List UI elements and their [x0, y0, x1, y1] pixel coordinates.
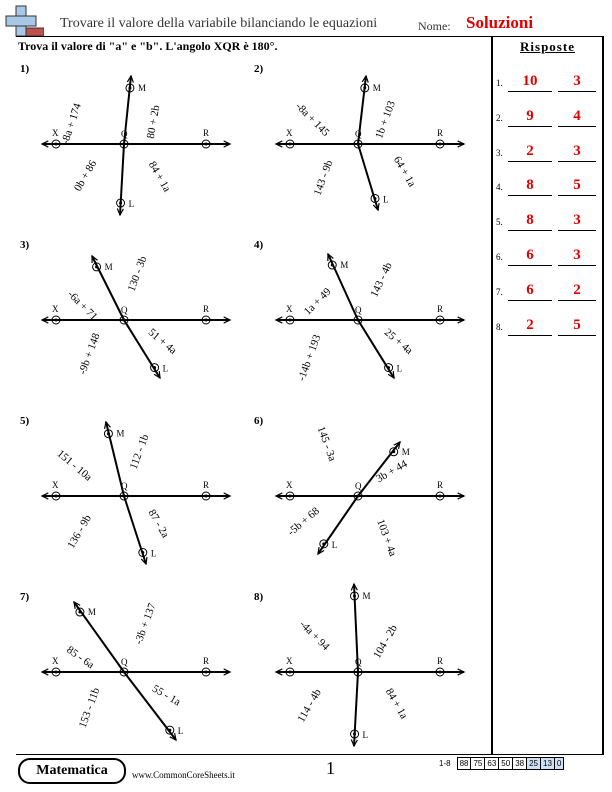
angle-expression: 103 + 4a — [374, 517, 399, 559]
plus-logo-icon — [4, 4, 44, 38]
angle-expression: 84 + 1a — [382, 686, 410, 722]
problem-number: 4) — [254, 239, 264, 251]
label-l: L — [177, 726, 184, 737]
angle-expression: 104 - 2b — [371, 622, 400, 661]
answer-b: 3 — [558, 211, 596, 231]
answer-row — [496, 316, 602, 338]
problem-7 — [20, 591, 230, 740]
answer-a: 9 — [508, 107, 552, 127]
label-m: M — [137, 82, 146, 93]
problem-4 — [254, 239, 464, 383]
answer-b: 3 — [558, 246, 596, 266]
ray-r — [124, 317, 230, 323]
label-r: R — [437, 128, 444, 138]
label-q: Q — [121, 657, 128, 667]
angle-expression: 114 - 4b — [295, 687, 324, 725]
angle-expression: -4a + 94 — [297, 618, 332, 653]
ray-l — [358, 144, 379, 210]
angle-expression: -5b + 68 — [285, 505, 322, 539]
score-cell: 38 — [513, 758, 527, 770]
angle-expression: 130 - 3b — [125, 254, 150, 294]
answer-row — [496, 211, 602, 233]
label-x: X — [286, 480, 293, 490]
ray-r — [124, 141, 230, 147]
answer-a: 6 — [508, 281, 552, 301]
problem-number: 5) — [20, 415, 30, 427]
page-number: 1 — [326, 758, 335, 778]
angle-expression: 84 + 1a — [145, 159, 173, 195]
ray-l — [124, 672, 176, 740]
answer-number: 5. — [496, 217, 503, 228]
answer-b: 5 — [558, 316, 596, 336]
label-x: X — [52, 656, 59, 666]
label-r: R — [203, 656, 210, 666]
answer-row — [496, 281, 602, 303]
ray-r — [358, 669, 464, 675]
label-x: X — [286, 656, 293, 666]
score-cell: 88 — [457, 758, 471, 770]
score-cell: 75 — [471, 758, 485, 770]
brand-badge: Matematica — [18, 758, 126, 784]
label-r: R — [437, 656, 444, 666]
problem-number: 3) — [20, 239, 30, 251]
answer-row — [496, 72, 602, 94]
label-q: Q — [355, 481, 362, 491]
answer-a: 8 — [508, 211, 552, 231]
label-x: X — [52, 480, 59, 490]
ray-x — [276, 317, 358, 323]
label-l: L — [150, 548, 157, 559]
label-r: R — [203, 304, 210, 314]
angle-expression: 153 - 11b — [76, 686, 103, 730]
ray-r — [358, 493, 464, 499]
label-q: Q — [121, 129, 128, 139]
answer-number: 8. — [496, 321, 503, 332]
answer-row — [496, 246, 602, 268]
ray-x — [42, 493, 124, 499]
ray-x — [276, 141, 358, 147]
problem-number: 6) — [254, 415, 264, 427]
answer-number: 1. — [496, 78, 503, 88]
angle-expression: 55 - 1a — [150, 682, 183, 709]
angle-expression: 112 - 1b — [127, 432, 152, 471]
score-cell: 50 — [499, 758, 513, 770]
label-l: L — [128, 199, 135, 210]
ray-x — [42, 141, 124, 147]
problem-number: 8) — [254, 591, 264, 603]
ray-r — [358, 317, 464, 323]
label-m: M — [104, 261, 113, 272]
label-r: R — [203, 128, 210, 138]
answer-a: 2 — [508, 316, 552, 336]
angle-expression: 87 - 2a — [145, 507, 172, 540]
label-q: Q — [355, 129, 362, 139]
label-r: R — [437, 304, 444, 314]
angle-expression: 85 - 6a — [64, 643, 97, 672]
label-x: X — [286, 128, 293, 138]
instructions: Trova il valore di "a" e "b". L'angolo XQR è 180°. — [18, 39, 278, 53]
angle-expression: 3b + 44 — [374, 457, 410, 486]
angle-expression: 1a + 49 — [301, 285, 334, 318]
problems-area — [16, 58, 486, 748]
angle-expression: 151 - 10a — [54, 447, 95, 484]
label-l: L — [383, 194, 389, 205]
angle-expression: 145 - 3a — [314, 424, 339, 463]
angle-expression: 64 + 1a — [390, 154, 418, 190]
label-x: X — [52, 128, 59, 138]
answer-b: 3 — [558, 72, 596, 92]
angle-expression: 51 + 4a — [145, 326, 179, 357]
angle-expression: -8a + 145 — [293, 100, 332, 139]
ray-r — [124, 669, 230, 675]
score-cell: 0 — [554, 758, 563, 770]
site-url[interactable]: www.CommonCoreSheets.it — [132, 770, 235, 780]
angle-expression: -14b + 193 — [295, 333, 324, 383]
problem-1 — [20, 63, 230, 215]
label-x: X — [286, 304, 293, 314]
problem-number: 1) — [20, 63, 30, 75]
ray-x — [42, 317, 124, 323]
score-table — [437, 757, 564, 770]
page-title: Trovare il valore della variabile bilanciando le equazioni — [60, 16, 378, 31]
score-cell: 13 — [541, 758, 555, 770]
label-l: L — [331, 539, 338, 550]
label-x: X — [52, 304, 59, 314]
label-m: M — [116, 428, 125, 439]
ray-x — [276, 669, 358, 675]
angle-expression: 80 + 2b — [144, 104, 163, 140]
answer-b: 5 — [558, 176, 596, 196]
answers-title: Risposte — [520, 39, 575, 54]
label-m: M — [340, 260, 349, 271]
answer-row — [496, 142, 602, 164]
angle-expression: 25 + 4a — [381, 326, 415, 357]
problem-number: 7) — [20, 591, 30, 603]
angle-expression: -9b + 148 — [76, 331, 103, 377]
angle-expression: -8a + 174 — [59, 101, 84, 146]
footer-divider — [16, 754, 604, 755]
name-value: Soluzioni — [466, 13, 534, 32]
problem-number: 2) — [254, 63, 264, 75]
label-l: L — [162, 363, 169, 374]
name-label: Nome: — [418, 19, 451, 33]
answer-a: 10 — [508, 72, 552, 92]
ray-x — [276, 493, 358, 499]
angle-expression: 1b + 103 — [373, 99, 398, 141]
answer-b: 3 — [558, 142, 596, 162]
label-m: M — [372, 82, 381, 93]
problem-3 — [20, 239, 230, 378]
label-q: Q — [355, 657, 362, 667]
ray-x — [42, 669, 124, 675]
ray-r — [124, 493, 230, 499]
answer-b: 2 — [558, 281, 596, 301]
label-q: Q — [121, 305, 128, 315]
score-range: 1-8 — [439, 759, 451, 768]
label-m: M — [87, 607, 96, 618]
answer-number: 2. — [496, 112, 503, 123]
label-l: L — [362, 730, 369, 741]
angle-expression: 0b + 86 — [71, 158, 100, 194]
label-m: M — [401, 446, 410, 457]
problem-2 — [254, 63, 464, 210]
label-r: R — [437, 480, 444, 490]
answer-number: 4. — [496, 182, 503, 193]
angle-expression: 136 - 9b — [65, 512, 94, 551]
answer-row — [496, 176, 602, 198]
answer-number: 7. — [496, 286, 503, 297]
angle-expression: 143 - 9b — [311, 158, 336, 198]
answer-a: 6 — [508, 246, 552, 266]
label-r: R — [203, 480, 210, 490]
label-m: M — [362, 590, 371, 601]
score-cell: 25 — [527, 758, 541, 770]
score-cell: 63 — [485, 758, 499, 770]
answer-number: 3. — [496, 147, 503, 158]
answer-a: 2 — [508, 142, 552, 162]
problem-5 — [20, 415, 230, 564]
answer-number: 6. — [496, 252, 503, 262]
problem-6 — [254, 415, 464, 558]
label-q: Q — [355, 305, 362, 315]
problem-8 — [254, 584, 464, 746]
ray-r — [358, 141, 464, 147]
answer-a: 8 — [508, 176, 552, 196]
answer-row — [496, 107, 602, 129]
answer-b: 4 — [558, 107, 596, 127]
angle-expression: 143 - 4b — [368, 260, 395, 299]
label-l: L — [396, 363, 403, 374]
angle-expression: -6a + 71 — [65, 288, 100, 323]
angle-expression: -3b + 137 — [132, 601, 159, 647]
label-q: Q — [121, 481, 128, 491]
